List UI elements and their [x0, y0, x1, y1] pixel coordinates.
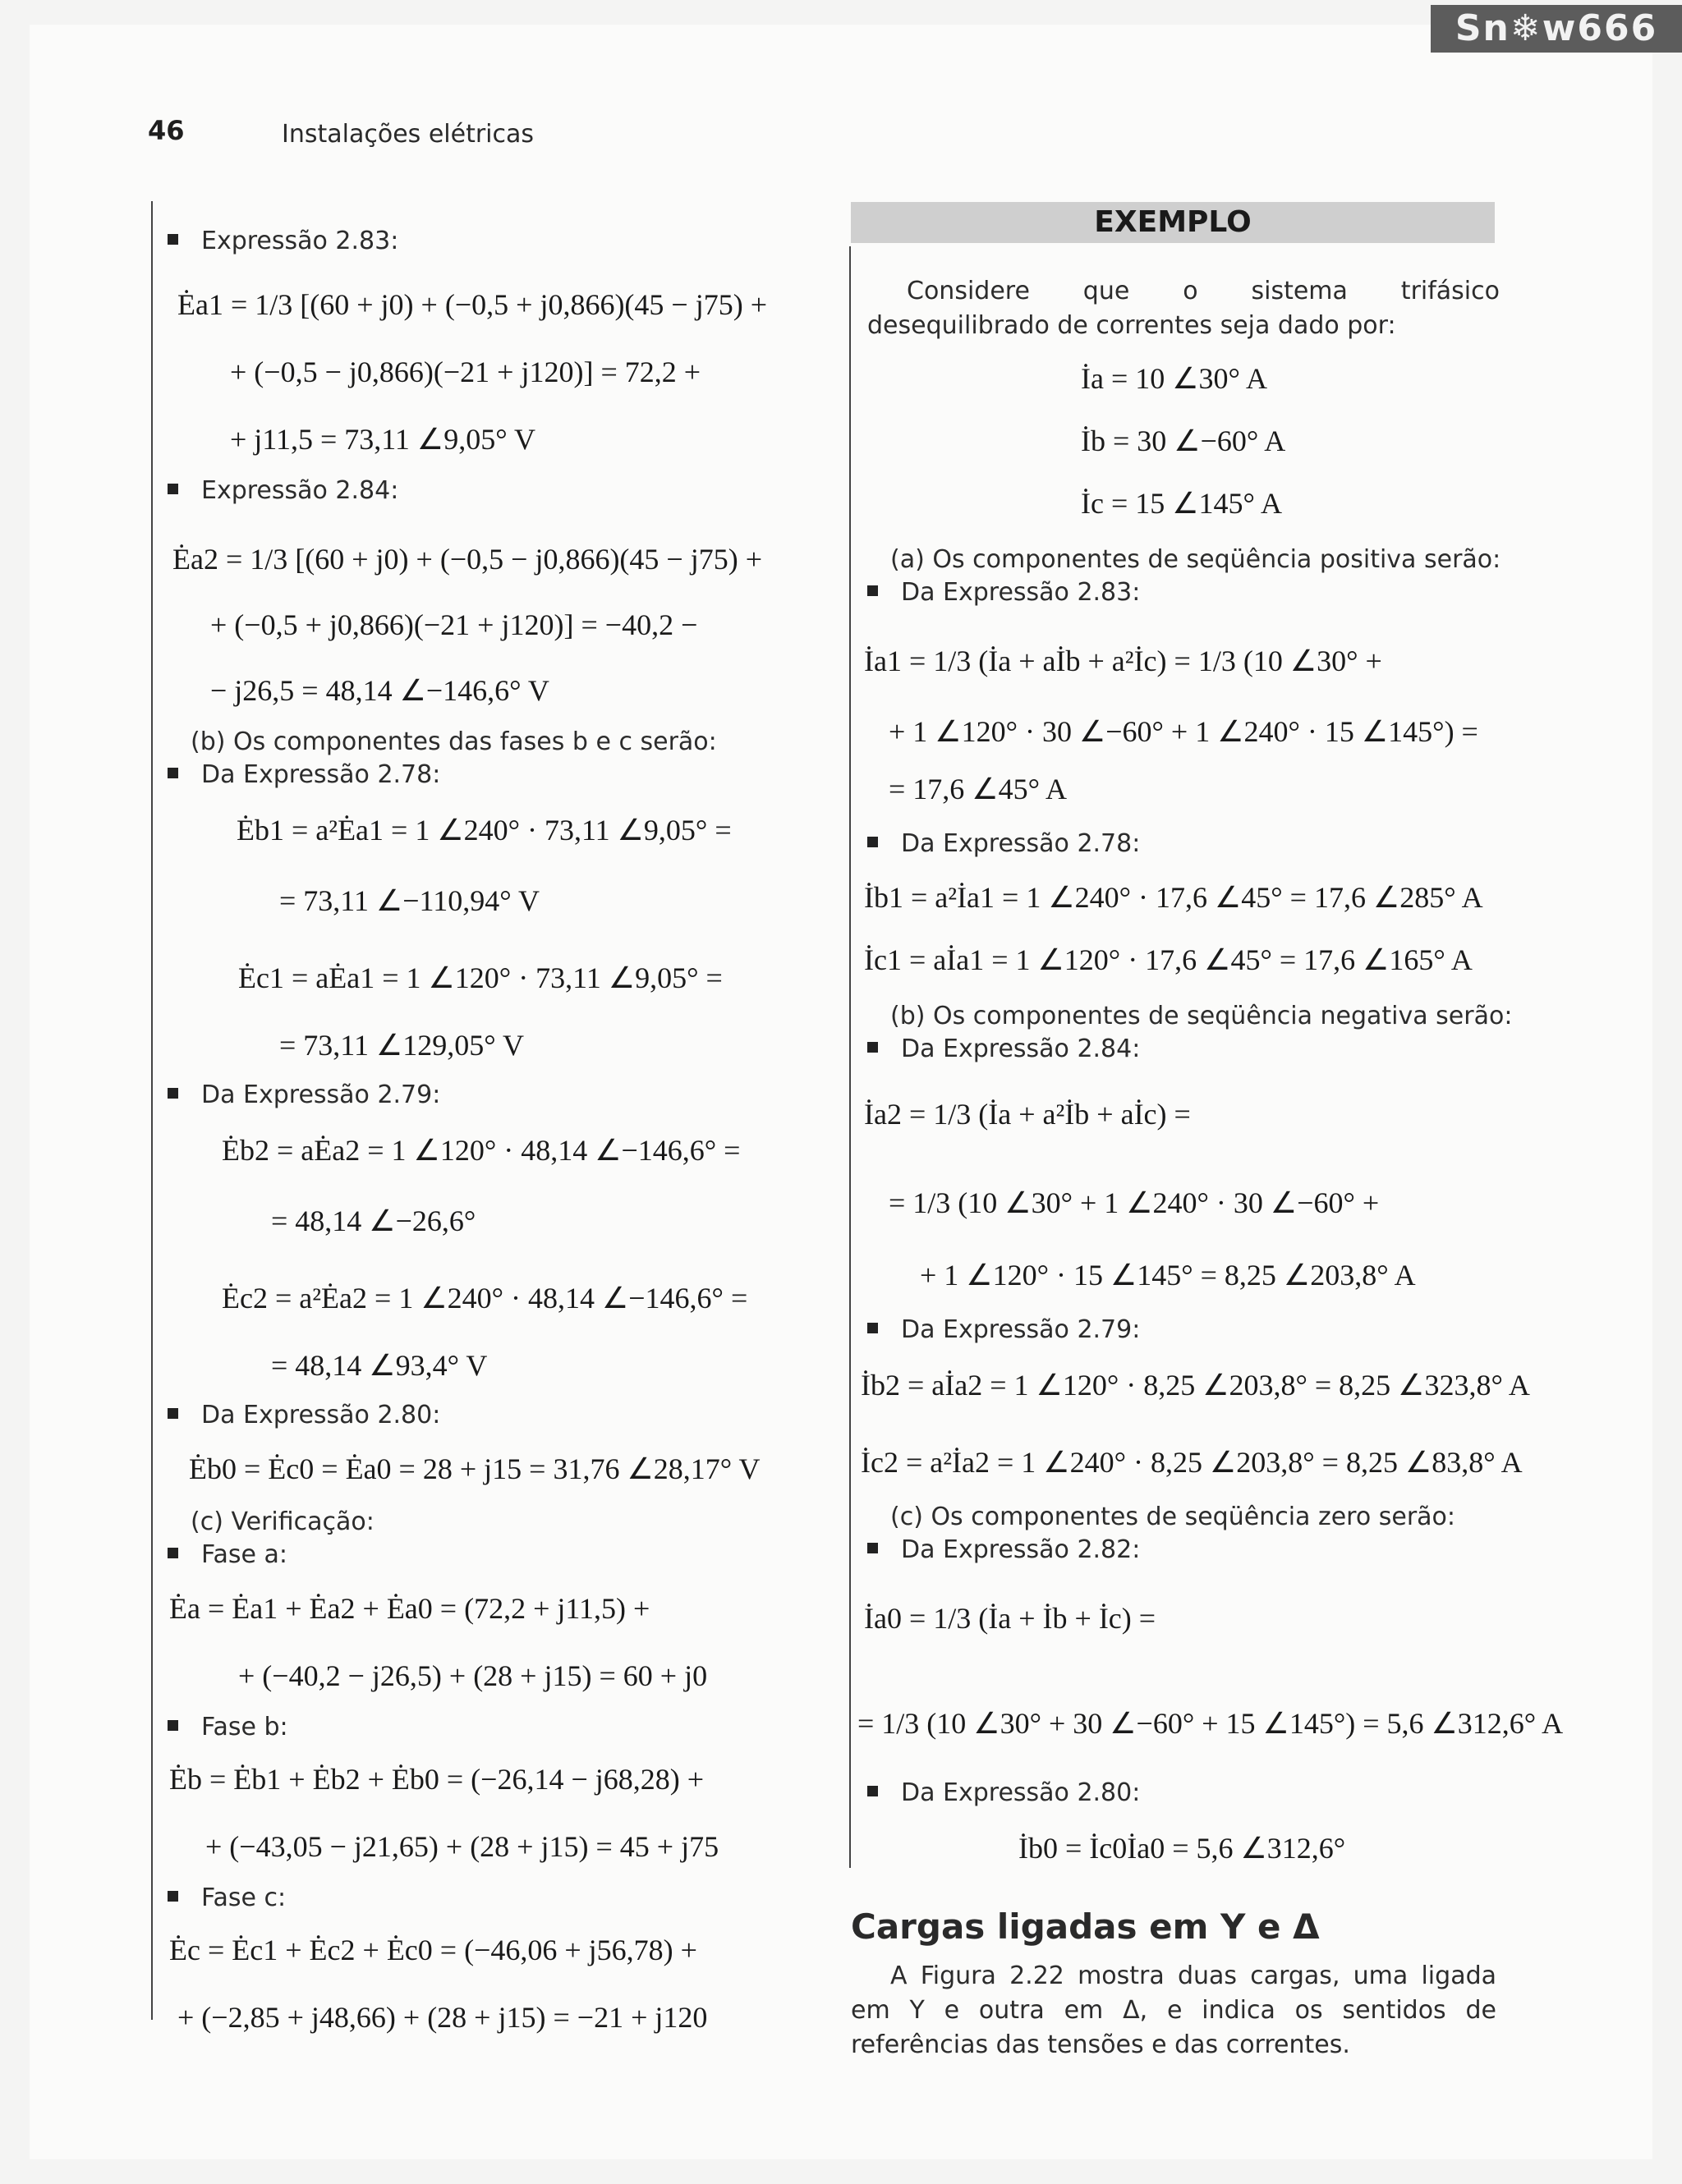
- list-item: Da Expressão 2.84:: [867, 1035, 1140, 1063]
- equation-line: = 73,11 ∠129,05° V: [279, 1029, 524, 1062]
- equation-line: İa2 = 1/3 (İa + a²İb + aİc) =: [864, 1098, 1191, 1131]
- equation-line: + (−0,5 + j0,866)(−21 + j120)] = −40,2 −: [210, 608, 698, 641]
- equation-line: − j26,5 = 48,14 ∠−146,6° V: [210, 674, 549, 707]
- equation-line: Ėc = Ėc1 + Ėc2 + Ėc0 = (−46,06 + j56,78) +: [169, 1934, 697, 1966]
- list-item: Da Expressão 2.80:: [867, 1778, 1140, 1807]
- bullet-icon: [168, 234, 178, 245]
- equation-line: İc1 = aİa1 = 1 ∠120° · 17,6 ∠45° = 17,6 ∠165° A: [864, 943, 1473, 976]
- equation-line: İc = 15 ∠145° A: [1081, 487, 1282, 520]
- equation-line: Ėb2 = aĖa2 = 1 ∠120° · 48,14 ∠−146,6° =: [222, 1134, 741, 1167]
- list-item: Expressão 2.84:: [168, 476, 398, 505]
- bullet-icon: [867, 837, 878, 847]
- list-item: Expressão 2.83:: [168, 227, 398, 255]
- text-line: (b) Os componentes das fases b e c serão:: [191, 727, 717, 756]
- list-item: Fase a:: [168, 1540, 287, 1569]
- text-line: (c) Verificação:: [191, 1507, 375, 1536]
- list-item: Da Expressão 2.82:: [867, 1535, 1140, 1564]
- equation-line: İa = 10 ∠30° A: [1081, 362, 1267, 395]
- equation-line: + (−2,85 + j48,66) + (28 + j15) = −21 + j120: [177, 2001, 708, 2034]
- bullet-icon: [168, 1408, 178, 1419]
- equation-line: + (−0,5 − j0,866)(−21 + j120)] = 72,2 +: [230, 356, 701, 388]
- equation-line: + (−43,05 − j21,65) + (28 + j15) = 45 + j75: [205, 1830, 719, 1863]
- equation-line: İb2 = aİa2 = 1 ∠120° · 8,25 ∠203,8° = 8,25 ∠323,8° A: [861, 1369, 1530, 1402]
- bullet-icon: [168, 484, 178, 494]
- bullet-icon: [867, 1786, 878, 1796]
- bullet-icon: [867, 1042, 878, 1053]
- left-column-rule: [151, 201, 153, 2020]
- equation-line: + j11,5 = 73,11 ∠9,05° V: [230, 423, 535, 456]
- list-item: Da Expressão 2.78:: [867, 829, 1140, 858]
- bullet-icon: [867, 1543, 878, 1553]
- equation-line: Ėc1 = aĖa1 = 1 ∠120° · 73,11 ∠9,05° =: [238, 961, 723, 994]
- equation-line: İb1 = a²İa1 = 1 ∠240° · 17,6 ∠45° = 17,6 ∠285° A: [864, 881, 1483, 914]
- equation-line: + 1 ∠120° · 30 ∠−60° + 1 ∠240° · 15 ∠145°) =: [889, 715, 1478, 748]
- list-item: Da Expressão 2.78:: [168, 760, 440, 789]
- equation-line: Ėc2 = a²Ėa2 = 1 ∠240° · 48,14 ∠−146,6° =: [222, 1282, 748, 1315]
- equation-line: + 1 ∠120° · 15 ∠145° = 8,25 ∠203,8° A: [920, 1259, 1416, 1292]
- equation-line: İc2 = a²İa2 = 1 ∠240° · 8,25 ∠203,8° = 8,25 ∠83,8° A: [861, 1446, 1523, 1479]
- equation-line: = 1/3 (10 ∠30° + 1 ∠240° · 30 ∠−60° +: [889, 1186, 1380, 1219]
- equation-line: = 17,6 ∠45° A: [889, 773, 1067, 805]
- equation-line: Ėa2 = 1/3 [(60 + j0) + (−0,5 − j0,866)(45 − j75) +: [172, 543, 763, 576]
- equation-line: Ėa = Ėa1 + Ėa2 + Ėa0 = (72,2 + j11,5) +: [169, 1592, 650, 1625]
- bullet-icon: [867, 585, 878, 596]
- equation-line: = 48,14 ∠93,4° V: [271, 1349, 488, 1382]
- bullet-icon: [168, 1720, 178, 1731]
- equation-line: İb0 = İc0İa0 = 5,6 ∠312,6°: [1018, 1832, 1346, 1865]
- list-item: Fase c:: [168, 1883, 286, 1912]
- bullet-icon: [168, 1548, 178, 1558]
- equation-line: = 73,11 ∠−110,94° V: [279, 884, 540, 917]
- text-line: (c) Os componentes de seqüência zero serão:: [890, 1503, 1455, 1531]
- equation-line: İa1 = 1/3 (İa + aİb + a²İc) = 1/3 (10 ∠30° +: [864, 645, 1382, 677]
- section-paragraph: A Figura 2.22 mostra duas cargas, uma ligada em Y e outra em Δ, e indica os sentidos de referências das tensões e das correntes.: [851, 1961, 1496, 2059]
- section-title: Cargas ligadas em Y e Δ: [851, 1906, 1320, 1947]
- list-item: Da Expressão 2.83:: [867, 578, 1140, 607]
- equation-line: Ėb1 = a²Ėa1 = 1 ∠240° · 73,11 ∠9,05° =: [237, 814, 732, 847]
- watermark-logo: Sn❄w666: [1431, 5, 1682, 53]
- example-heading: EXEMPLO: [851, 202, 1495, 243]
- example-intro: Considere que o sistema trifásico desequilibrado de correntes seja dado por:: [867, 277, 1500, 340]
- list-item: Da Expressão 2.79:: [168, 1081, 440, 1109]
- list-item: Fase b:: [168, 1713, 288, 1741]
- bullet-icon: [168, 1088, 178, 1099]
- equation-line: İa0 = 1/3 (İa + İb + İc) =: [864, 1602, 1156, 1635]
- equation-line: = 48,14 ∠−26,6°: [271, 1204, 476, 1237]
- equation-line: Ėa1 = 1/3 [(60 + j0) + (−0,5 + j0,866)(45 − j75) +: [177, 288, 768, 321]
- text-line: (a) Os componentes de seqüência positiva serão:: [890, 545, 1501, 574]
- bullet-icon: [168, 1891, 178, 1902]
- text-line: (b) Os componentes de seqüência negativa serão:: [890, 1002, 1513, 1030]
- equation-line: İb = 30 ∠−60° A: [1081, 424, 1286, 457]
- equation-line: Ėb = Ėb1 + Ėb2 + Ėb0 = (−26,14 − j68,28) +: [169, 1763, 705, 1796]
- equation-line: Ėb0 = Ėc0 = Ėa0 = 28 + j15 = 31,76 ∠28,17° V: [189, 1452, 761, 1485]
- equation-line: + (−40,2 − j26,5) + (28 + j15) = 60 + j0: [238, 1659, 708, 1692]
- equation-line: = 1/3 (10 ∠30° + 30 ∠−60° + 15 ∠145°) = 5,6 ∠312,6° A: [857, 1707, 1564, 1740]
- page-number: 46: [148, 115, 185, 146]
- list-item: Da Expressão 2.79:: [867, 1315, 1140, 1344]
- bullet-icon: [867, 1323, 878, 1333]
- example-box-rule: [849, 246, 851, 1868]
- bullet-icon: [168, 768, 178, 778]
- list-item: Da Expressão 2.80:: [168, 1401, 440, 1429]
- running-title: Instalações elétricas: [282, 120, 535, 149]
